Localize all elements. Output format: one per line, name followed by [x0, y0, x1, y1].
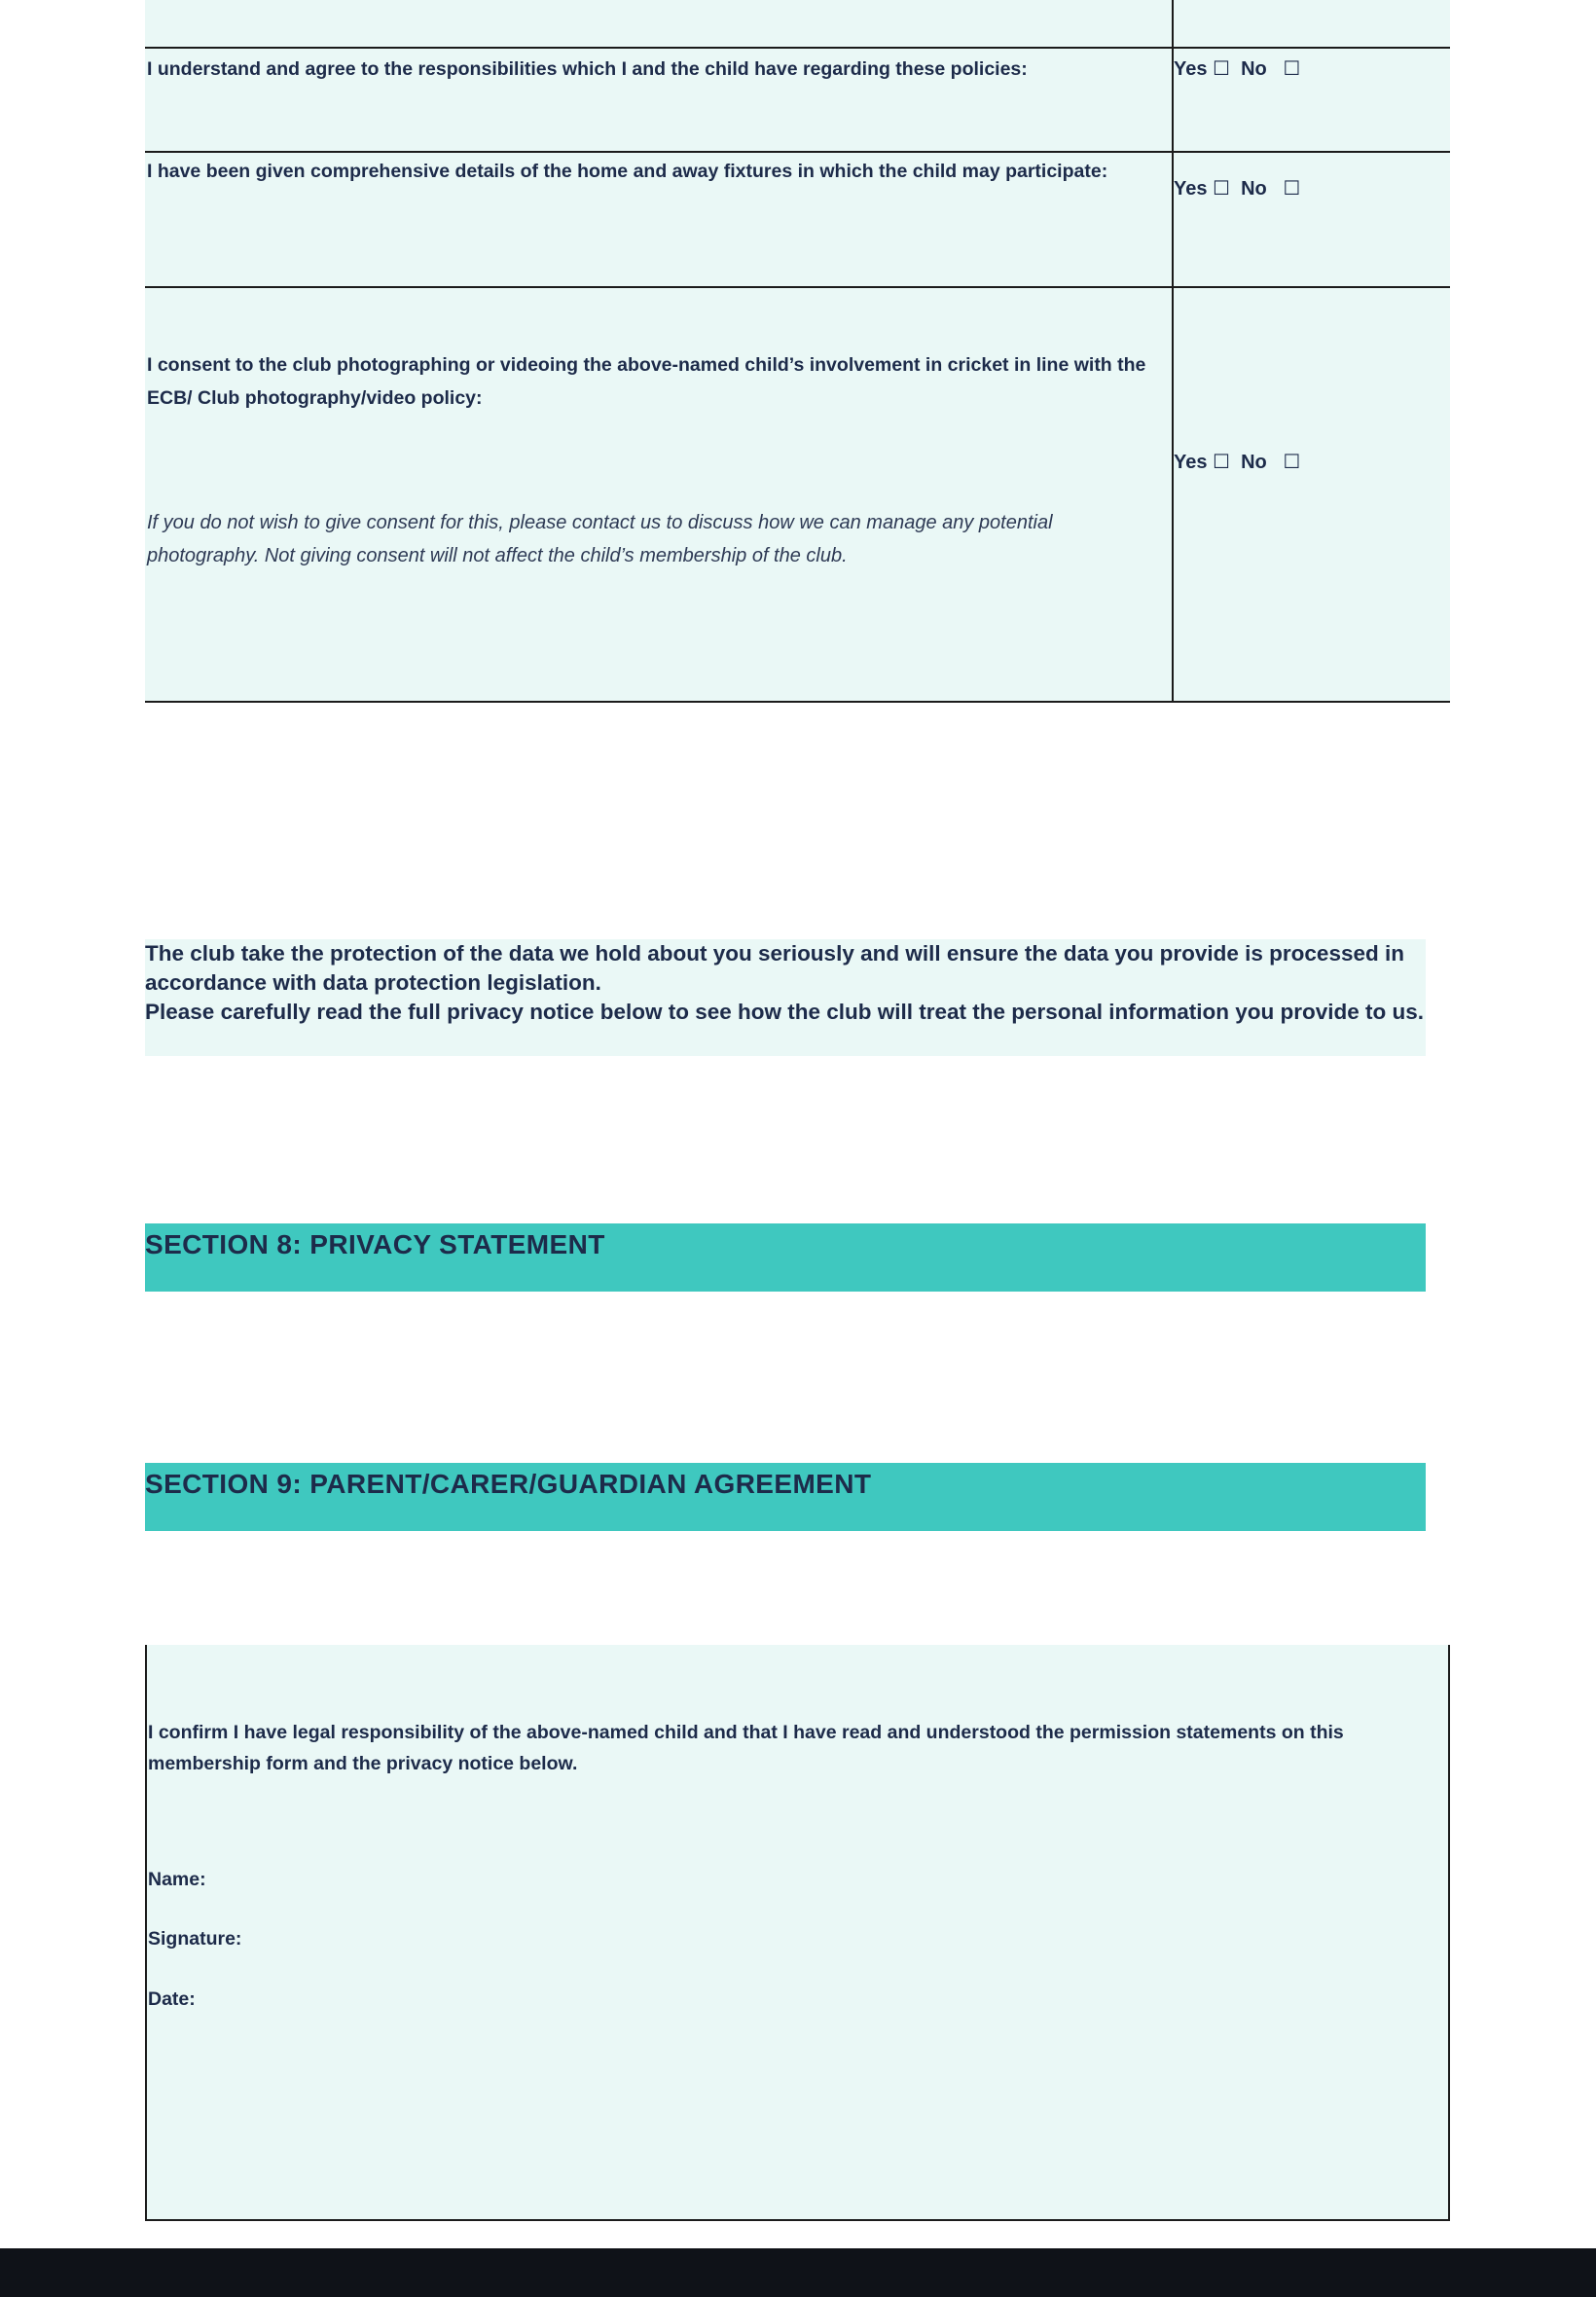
section-title: SECTION 9: PARENT/CARER/GUARDIAN AGREEMENT — [145, 1469, 872, 1499]
yes-no-checkboxes[interactable]: Yes ☐ No ☐ — [1174, 452, 1301, 473]
consent-note: If you do not wish to give consent for this, please contact us to discuss how we can manage any potential photography. Not giving consent will not affect the child’s membership of the club. — [147, 512, 1053, 566]
section-banner-privacy — [145, 1223, 1426, 1292]
consent-question: I have been given comprehensive details of the home and away fixtures in which the child may participate: — [147, 161, 1108, 182]
date-field-label[interactable]: Date: — [148, 1988, 196, 2010]
consent-question: I understand and agree to the responsibilities which I and the child have regarding these policies: — [147, 58, 1028, 80]
agreement-statement: I confirm I have legal responsibility of the above-named child and that I have read and understood the permission statements on this membership form and the privacy notice below. — [148, 1722, 1344, 1774]
table-row — [145, 153, 1450, 288]
data-protection-info — [145, 939, 1426, 1056]
table-row — [145, 49, 1450, 153]
yes-no-checkboxes[interactable]: Yes ☐ No ☐ — [1174, 178, 1301, 200]
section-banner-agreement — [145, 1463, 1426, 1531]
name-field-label[interactable]: Name: — [148, 1869, 206, 1890]
table-row — [145, 288, 1450, 703]
yes-no-checkboxes[interactable]: Yes ☐ No ☐ — [1174, 58, 1301, 80]
data-protection-line: The club take the protection of the data we hold about you seriously and will ensure the data you provide is processed in accordance with data protection legislation. — [145, 941, 1404, 995]
consent-table — [145, 0, 1450, 703]
agreement-box — [145, 1645, 1450, 2221]
consent-question: I consent to the club photographing or videoing the above-named child’s involvement in cricket in line with the ECB/ Club photography/video policy: — [147, 354, 1146, 409]
signature-field-label[interactable]: Signature: — [148, 1928, 242, 1950]
bottom-bar — [0, 2248, 1596, 2297]
data-protection-line: Please carefully read the full privacy notice below to see how the club will treat the personal information you provide to us. — [145, 1000, 1425, 1024]
section-title: SECTION 8: PRIVACY STATEMENT — [145, 1229, 605, 1259]
